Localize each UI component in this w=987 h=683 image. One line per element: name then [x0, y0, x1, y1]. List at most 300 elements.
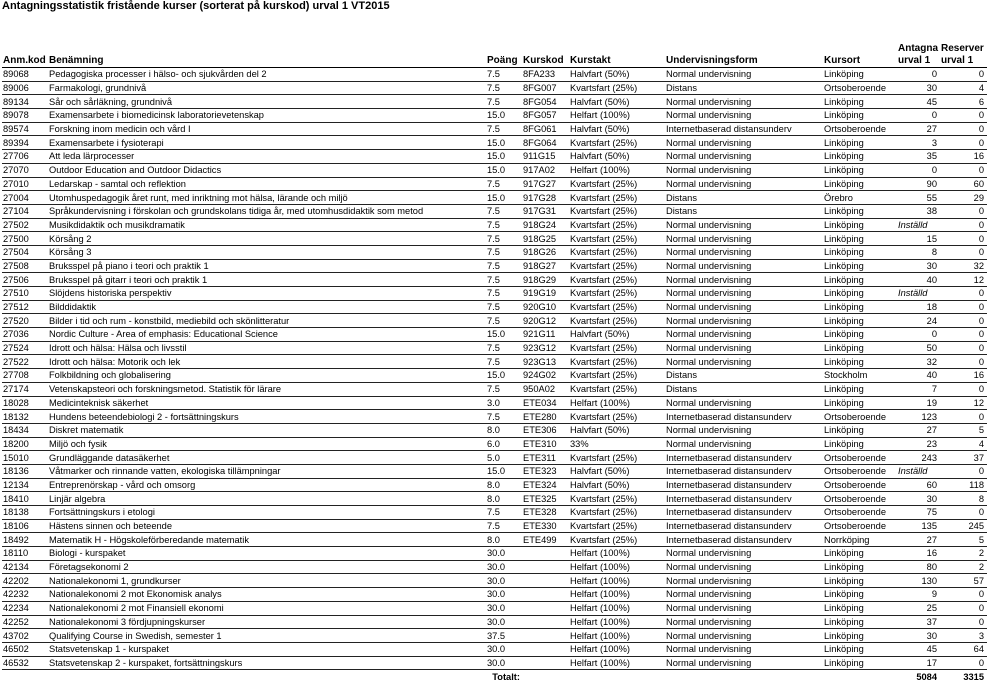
cell-antagna: 45	[897, 642, 940, 656]
cell-benamning: Examensarbete i biomedicinsk laboratorievetenskap	[48, 109, 486, 123]
col-header-antagna-label: Antagna urval 1	[898, 43, 938, 66]
cell-kursort: Linköping	[823, 642, 897, 656]
cell-undervisningsform: Normal undervisning	[665, 588, 823, 602]
cell-undervisningsform: Normal undervisning	[665, 163, 823, 177]
col-header-anmkod: Anm.kod	[2, 40, 48, 68]
cell-kurstakt: Kvartsfart (25%)	[569, 533, 665, 547]
cell-poang: 7.5	[486, 355, 522, 369]
cell-antagna: 123	[897, 410, 940, 424]
cell-kurstakt: Halvfart (50%)	[569, 95, 665, 109]
cell-antagna: 17	[897, 656, 940, 670]
cell-reserver: 0	[940, 109, 987, 123]
cell-kurskod: 920G12	[522, 314, 569, 328]
cell-reserver: 0	[940, 136, 987, 150]
cell-kursort: Linköping	[823, 300, 897, 314]
cell-benamning: Hästens sinnen och beteende	[48, 519, 486, 533]
col-header-kursort: Kursort	[823, 40, 897, 68]
cell-antagna: 27	[897, 533, 940, 547]
cell-kursort: Linköping	[823, 437, 897, 451]
cell-poang: 5.0	[486, 451, 522, 465]
cell-antagna: 27	[897, 423, 940, 437]
cell-poang: 7.5	[486, 519, 522, 533]
cell-poang: 7.5	[486, 382, 522, 396]
cell-kurstakt: Halvfart (50%)	[569, 478, 665, 492]
cell-antagna: 130	[897, 574, 940, 588]
cell-kurskod: ETE034	[522, 396, 569, 410]
cell-anmkod: 27070	[2, 163, 48, 177]
cell-undervisningsform: Normal undervisning	[665, 642, 823, 656]
cell-antagna: 38	[897, 204, 940, 218]
cell-anmkod: 89078	[2, 109, 48, 123]
cell-reserver: 0	[940, 287, 987, 301]
cell-poang: 30.0	[486, 574, 522, 588]
total-antagna: 5084	[916, 671, 937, 682]
cell-poang: 7.5	[486, 300, 522, 314]
cell-benamning: Grundläggande datasäkerhet	[48, 451, 486, 465]
cell-kursort: Linköping	[823, 423, 897, 437]
cell-benamning: Farmakologi, grundnivå	[48, 81, 486, 95]
cell-antagna: 30	[897, 492, 940, 506]
table-row	[2, 341, 987, 355]
cell-kursort: Norrköping	[823, 533, 897, 547]
cell-poang: 7.5	[486, 314, 522, 328]
table-row	[2, 464, 987, 478]
table-row	[2, 314, 987, 328]
cell-anmkod: 27174	[2, 382, 48, 396]
cell-kurstakt: Helfart (100%)	[569, 163, 665, 177]
cell-undervisningsform: Internetbaserad distansunderv	[665, 519, 823, 533]
cell-undervisningsform: Internetbaserad distansunderv	[665, 410, 823, 424]
cell-kursort: Linköping	[823, 601, 897, 615]
cell-antagna: 90	[897, 177, 940, 191]
cell-reserver: 0	[940, 68, 987, 82]
cell-undervisningsform: Normal undervisning	[665, 232, 823, 246]
cell-kurskod	[522, 601, 569, 615]
cell-anmkod: 18110	[2, 547, 48, 561]
cell-undervisningsform: Normal undervisning	[665, 287, 823, 301]
header-row	[2, 40, 987, 68]
cell-kurstakt: Helfart (100%)	[569, 642, 665, 656]
cell-kurskod	[522, 560, 569, 574]
cell-kurstakt: Halvfart (50%)	[569, 68, 665, 82]
cell-kurskod: 920G10	[522, 300, 569, 314]
cell-anmkod: 42252	[2, 615, 48, 629]
cell-kursort: Linköping	[823, 629, 897, 643]
cell-anmkod: 89068	[2, 68, 48, 82]
table-row	[2, 204, 987, 218]
cell-kursort: Linköping	[823, 355, 897, 369]
cell-kurstakt: Kvartsfart (25%)	[569, 273, 665, 287]
cell-antagna: 0	[897, 328, 940, 342]
cell-undervisningsform: Normal undervisning	[665, 259, 823, 273]
cell-kursort: Linköping	[823, 218, 897, 232]
cell-benamning: Idrott och hälsa: Motorik och lek	[48, 355, 486, 369]
cell-benamning: Qualifying Course in Swedish, semester 1	[48, 629, 486, 643]
cell-undervisningsform: Internetbaserad distansunderv	[665, 506, 823, 520]
cell-kursort: Linköping	[823, 136, 897, 150]
cell-anmkod: 18492	[2, 533, 48, 547]
cell-kurskod: 8FG054	[522, 95, 569, 109]
cell-kurskod: 918G24	[522, 218, 569, 232]
cell-kursort: Linköping	[823, 259, 897, 273]
cell-poang: 15.0	[486, 369, 522, 383]
cell-undervisningsform: Internetbaserad distansunderv	[665, 533, 823, 547]
cell-anmkod: 89574	[2, 122, 48, 136]
cell-poang: 15.0	[486, 109, 522, 123]
cell-poang: 6.0	[486, 437, 522, 451]
cell-kurskod: 917G27	[522, 177, 569, 191]
cell-kurskod	[522, 588, 569, 602]
cell-anmkod: 27510	[2, 287, 48, 301]
cell-anmkod: 42134	[2, 560, 48, 574]
cell-benamning: Idrott och hälsa: Hälsa och livsstil	[48, 341, 486, 355]
cell-poang: 8.0	[486, 533, 522, 547]
cell-kurskod	[522, 547, 569, 561]
cell-kurstakt: Helfart (100%)	[569, 615, 665, 629]
cell-benamning: Folkbildning och globalisering	[48, 369, 486, 383]
cell-kursort: Ortsoberoende	[823, 478, 897, 492]
cell-kursort: Linköping	[823, 95, 897, 109]
cell-antagna: 18	[897, 300, 940, 314]
page-title: Antagningsstatistik fristående kurser (sorterat på kurskod) urval 1 VT2015	[2, 0, 390, 12]
cell-benamning: Körsång 2	[48, 232, 486, 246]
cell-benamning: Outdoor Education and Outdoor Didactics	[48, 163, 486, 177]
total-reserver: 3315	[963, 671, 984, 682]
table-row	[2, 574, 987, 588]
col-header-reserver-label: Reserver urval 1	[941, 43, 984, 66]
cell-anmkod: 43702	[2, 629, 48, 643]
cell-undervisningsform: Normal undervisning	[665, 656, 823, 670]
cell-anmkod: 27506	[2, 273, 48, 287]
cell-kurskod: ETE306	[522, 423, 569, 437]
cell-anmkod: 89134	[2, 95, 48, 109]
cell-benamning: Bruksspel på gitarr i teori och praktik 1	[48, 273, 486, 287]
cell-undervisningsform: Normal undervisning	[665, 300, 823, 314]
cell-kurskod: 924G02	[522, 369, 569, 383]
cell-benamning: Miljö och fysik	[48, 437, 486, 451]
cell-benamning: Utomhuspedagogik året runt, med inriktning mot hälsa, lärande och miljö	[48, 191, 486, 205]
cell-antagna: 24	[897, 314, 940, 328]
cell-antagna: 27	[897, 122, 940, 136]
cell-reserver: 60	[940, 177, 987, 191]
cell-kurstakt: Helfart (100%)	[569, 547, 665, 561]
cell-kursort: Linköping	[823, 163, 897, 177]
cell-kurskod	[522, 642, 569, 656]
cell-poang: 7.5	[486, 122, 522, 136]
cell-kursort: Linköping	[823, 245, 897, 259]
cell-anmkod: 18138	[2, 506, 48, 520]
table-row	[2, 177, 987, 191]
cell-poang: 7.5	[486, 287, 522, 301]
cell-kurstakt: 33%	[569, 437, 665, 451]
cell-benamning: Hundens beteendebiologi 2 - fortsättningskurs	[48, 410, 486, 424]
cell-benamning: Bilddidaktik	[48, 300, 486, 314]
table-row	[2, 81, 987, 95]
cell-benamning: Nationalekonomi 3 fördjupningskurser	[48, 615, 486, 629]
cell-antagna: Inställd	[897, 218, 940, 232]
cell-kursort: Linköping	[823, 396, 897, 410]
cell-kurstakt: Kvartsfart (25%)	[569, 191, 665, 205]
cell-poang: 7.5	[486, 273, 522, 287]
cell-reserver: 29	[940, 191, 987, 205]
cell-undervisningsform: Normal undervisning	[665, 177, 823, 191]
cell-reserver: 4	[940, 81, 987, 95]
cell-benamning: Fortsättningskurs i etologi	[48, 506, 486, 520]
cell-antagna: 7	[897, 382, 940, 396]
cell-antagna: 3	[897, 136, 940, 150]
cell-kurskod: ETE325	[522, 492, 569, 506]
cell-kurskod: 911G15	[522, 150, 569, 164]
cell-undervisningsform: Distans	[665, 382, 823, 396]
table-row	[2, 615, 987, 629]
cell-anmkod: 27508	[2, 259, 48, 273]
cell-poang: 37.5	[486, 629, 522, 643]
cell-undervisningsform: Distans	[665, 204, 823, 218]
cell-undervisningsform: Normal undervisning	[665, 136, 823, 150]
table-row	[2, 369, 987, 383]
cell-poang: 7.5	[486, 177, 522, 191]
cell-reserver: 0	[940, 464, 987, 478]
cell-kurskod: 917G28	[522, 191, 569, 205]
cell-reserver: 8	[940, 492, 987, 506]
cell-reserver: 16	[940, 369, 987, 383]
table-row	[2, 642, 987, 656]
cell-undervisningsform: Normal undervisning	[665, 218, 823, 232]
table-row	[2, 560, 987, 574]
cell-kurskod: 8FG064	[522, 136, 569, 150]
cell-kurskod: 921G11	[522, 328, 569, 342]
cell-antagna: 50	[897, 341, 940, 355]
cell-kursort: Linköping	[823, 382, 897, 396]
cell-kurskod: 918G27	[522, 259, 569, 273]
table-row	[2, 410, 987, 424]
cell-reserver: 0	[940, 245, 987, 259]
cell-kursort: Linköping	[823, 177, 897, 191]
cell-reserver: 0	[940, 382, 987, 396]
cell-anmkod: 42232	[2, 588, 48, 602]
table-row	[2, 136, 987, 150]
cell-kurstakt: Helfart (100%)	[569, 601, 665, 615]
cell-poang: 7.5	[486, 506, 522, 520]
cell-undervisningsform: Normal undervisning	[665, 601, 823, 615]
cell-undervisningsform: Normal undervisning	[665, 629, 823, 643]
admission-statistics-table	[2, 40, 987, 683]
cell-anmkod: 27500	[2, 232, 48, 246]
cell-anmkod: 27708	[2, 369, 48, 383]
cell-reserver: 5	[940, 423, 987, 437]
cell-benamning: Matematik H - Högskoleförberedande matematik	[48, 533, 486, 547]
cell-kursort: Linköping	[823, 314, 897, 328]
cell-kursort: Ortsoberoende	[823, 410, 897, 424]
cell-anmkod: 27104	[2, 204, 48, 218]
cell-poang: 15.0	[486, 191, 522, 205]
cell-reserver: 0	[940, 232, 987, 246]
cell-undervisningsform: Normal undervisning	[665, 560, 823, 574]
cell-kurskod: 923G12	[522, 341, 569, 355]
cell-antagna: 75	[897, 506, 940, 520]
cell-antagna: 40	[897, 369, 940, 383]
table-row	[2, 601, 987, 615]
col-header-reserver	[940, 40, 987, 68]
cell-antagna: 16	[897, 547, 940, 561]
cell-undervisningsform: Normal undervisning	[665, 423, 823, 437]
cell-anmkod: 27706	[2, 150, 48, 164]
cell-benamning: Körsång 3	[48, 245, 486, 259]
cell-benamning: Musikdidaktik och musikdramatik	[48, 218, 486, 232]
cell-antagna: 40	[897, 273, 940, 287]
cell-kurskod: 917G31	[522, 204, 569, 218]
cell-poang: 7.5	[486, 410, 522, 424]
table-row	[2, 355, 987, 369]
cell-undervisningsform: Normal undervisning	[665, 437, 823, 451]
cell-benamning: Ledarskap - samtal och reflektion	[48, 177, 486, 191]
cell-poang: 7.5	[486, 204, 522, 218]
table-row	[2, 656, 987, 670]
cell-kurstakt: Kvartsfart (25%)	[569, 492, 665, 506]
cell-antagna: 19	[897, 396, 940, 410]
cell-kurstakt: Kvartsfart (25%)	[569, 314, 665, 328]
cell-reserver: 57	[940, 574, 987, 588]
cell-kurstakt: Kvartsfart (25%)	[569, 177, 665, 191]
cell-benamning: Slöjdens historiska perspektiv	[48, 287, 486, 301]
cell-kurskod: ETE280	[522, 410, 569, 424]
cell-antagna: 45	[897, 95, 940, 109]
cell-antagna: Inställd	[897, 464, 940, 478]
cell-kurskod: 923G13	[522, 355, 569, 369]
cell-kursort: Linköping	[823, 328, 897, 342]
table-row	[2, 273, 987, 287]
cell-kurstakt: Halvfart (50%)	[569, 122, 665, 136]
cell-kursort: Ortsoberoende	[823, 492, 897, 506]
cell-undervisningsform: Internetbaserad distansunderv	[665, 478, 823, 492]
cell-anmkod: 27504	[2, 245, 48, 259]
cell-kurstakt: Halvfart (50%)	[569, 328, 665, 342]
cell-undervisningsform: Normal undervisning	[665, 341, 823, 355]
cell-undervisningsform: Normal undervisning	[665, 574, 823, 588]
cell-reserver: 0	[940, 314, 987, 328]
cell-anmkod: 27524	[2, 341, 48, 355]
cell-kurskod: 917A02	[522, 163, 569, 177]
cell-antagna: 0	[897, 109, 940, 123]
cell-undervisningsform: Normal undervisning	[665, 95, 823, 109]
cell-kursort: Linköping	[823, 656, 897, 670]
cell-antagna: 23	[897, 437, 940, 451]
table-row	[2, 300, 987, 314]
cell-poang: 30.0	[486, 615, 522, 629]
cell-kurstakt: Kvartsfart (25%)	[569, 506, 665, 520]
cell-benamning: Statsvetenskap 2 - kurspaket, fortsättningskurs	[48, 656, 486, 670]
cell-undervisningsform: Normal undervisning	[665, 355, 823, 369]
table-row	[2, 287, 987, 301]
cell-kurstakt: Kvartsfart (25%)	[569, 355, 665, 369]
cell-antagna: 30	[897, 629, 940, 643]
table-row	[2, 259, 987, 273]
cell-antagna: Inställd	[897, 287, 940, 301]
table-body	[2, 68, 987, 670]
cell-undervisningsform: Normal undervisning	[665, 273, 823, 287]
cell-poang: 30.0	[486, 547, 522, 561]
cell-antagna: 8	[897, 245, 940, 259]
cell-anmkod: 18410	[2, 492, 48, 506]
cell-kurskod: 919G19	[522, 287, 569, 301]
cell-kurskod: ETE499	[522, 533, 569, 547]
cell-anmkod: 27010	[2, 177, 48, 191]
table-row	[2, 245, 987, 259]
cell-benamning: Nationalekonomi 1, grundkurser	[48, 574, 486, 588]
cell-reserver: 0	[940, 355, 987, 369]
cell-undervisningsform: Distans	[665, 369, 823, 383]
table-row	[2, 218, 987, 232]
table-row	[2, 150, 987, 164]
cell-kursort: Ortsoberoende	[823, 519, 897, 533]
cell-kurstakt: Kvartsfart (25%)	[569, 259, 665, 273]
cell-kurstakt: Helfart (100%)	[569, 588, 665, 602]
cell-reserver: 32	[940, 259, 987, 273]
cell-poang: 7.5	[486, 68, 522, 82]
cell-kurskod: ETE330	[522, 519, 569, 533]
cell-reserver: 0	[940, 204, 987, 218]
cell-anmkod: 27522	[2, 355, 48, 369]
cell-antagna: 60	[897, 478, 940, 492]
cell-anmkod: 27520	[2, 314, 48, 328]
cell-kurskod	[522, 629, 569, 643]
cell-anmkod: 12134	[2, 478, 48, 492]
cell-benamning: Nordic Culture - Area of emphasis: Educational Science	[48, 328, 486, 342]
cell-reserver: 12	[940, 273, 987, 287]
col-header-antagna	[897, 40, 940, 68]
cell-anmkod: 18434	[2, 423, 48, 437]
cell-kursort: Linköping	[823, 287, 897, 301]
cell-poang: 8.0	[486, 423, 522, 437]
cell-kursort: Ortsoberoende	[823, 122, 897, 136]
cell-kurskod: 918G29	[522, 273, 569, 287]
cell-kurstakt: Kvartsfart (25%)	[569, 136, 665, 150]
cell-antagna: 135	[897, 519, 940, 533]
cell-antagna: 0	[897, 163, 940, 177]
col-header-kurskod: Kurskod	[522, 40, 569, 68]
cell-benamning: Examensarbete i fysioterapi	[48, 136, 486, 150]
cell-benamning: Entreprenörskap - vård och omsorg	[48, 478, 486, 492]
cell-undervisningsform: Normal undervisning	[665, 547, 823, 561]
cell-anmkod: 18200	[2, 437, 48, 451]
cell-kursort: Örebro	[823, 191, 897, 205]
table-row	[2, 163, 987, 177]
cell-undervisningsform: Internetbaserad distansunderv	[665, 492, 823, 506]
cell-anmkod: 42202	[2, 574, 48, 588]
cell-antagna: 25	[897, 601, 940, 615]
cell-benamning: Våtmarker och rinnande vatten, ekologiska tillämpningar	[48, 464, 486, 478]
cell-anmkod: 27512	[2, 300, 48, 314]
cell-reserver: 2	[940, 560, 987, 574]
table-row	[2, 588, 987, 602]
cell-poang: 7.5	[486, 81, 522, 95]
cell-kursort: Linköping	[823, 547, 897, 561]
cell-reserver: 0	[940, 588, 987, 602]
cell-kursort: Linköping	[823, 560, 897, 574]
cell-kurstakt: Kvartsfart (25%)	[569, 204, 665, 218]
cell-reserver: 245	[940, 519, 987, 533]
cell-kursort: Linköping	[823, 273, 897, 287]
cell-reserver: 5	[940, 533, 987, 547]
cell-antagna: 55	[897, 191, 940, 205]
table-row	[2, 519, 987, 533]
cell-kurstakt: Kvartsfart (25%)	[569, 519, 665, 533]
cell-undervisningsform: Normal undervisning	[665, 68, 823, 82]
cell-poang: 30.0	[486, 588, 522, 602]
cell-antagna: 32	[897, 355, 940, 369]
cell-poang: 7.5	[486, 259, 522, 273]
cell-reserver: 0	[940, 218, 987, 232]
